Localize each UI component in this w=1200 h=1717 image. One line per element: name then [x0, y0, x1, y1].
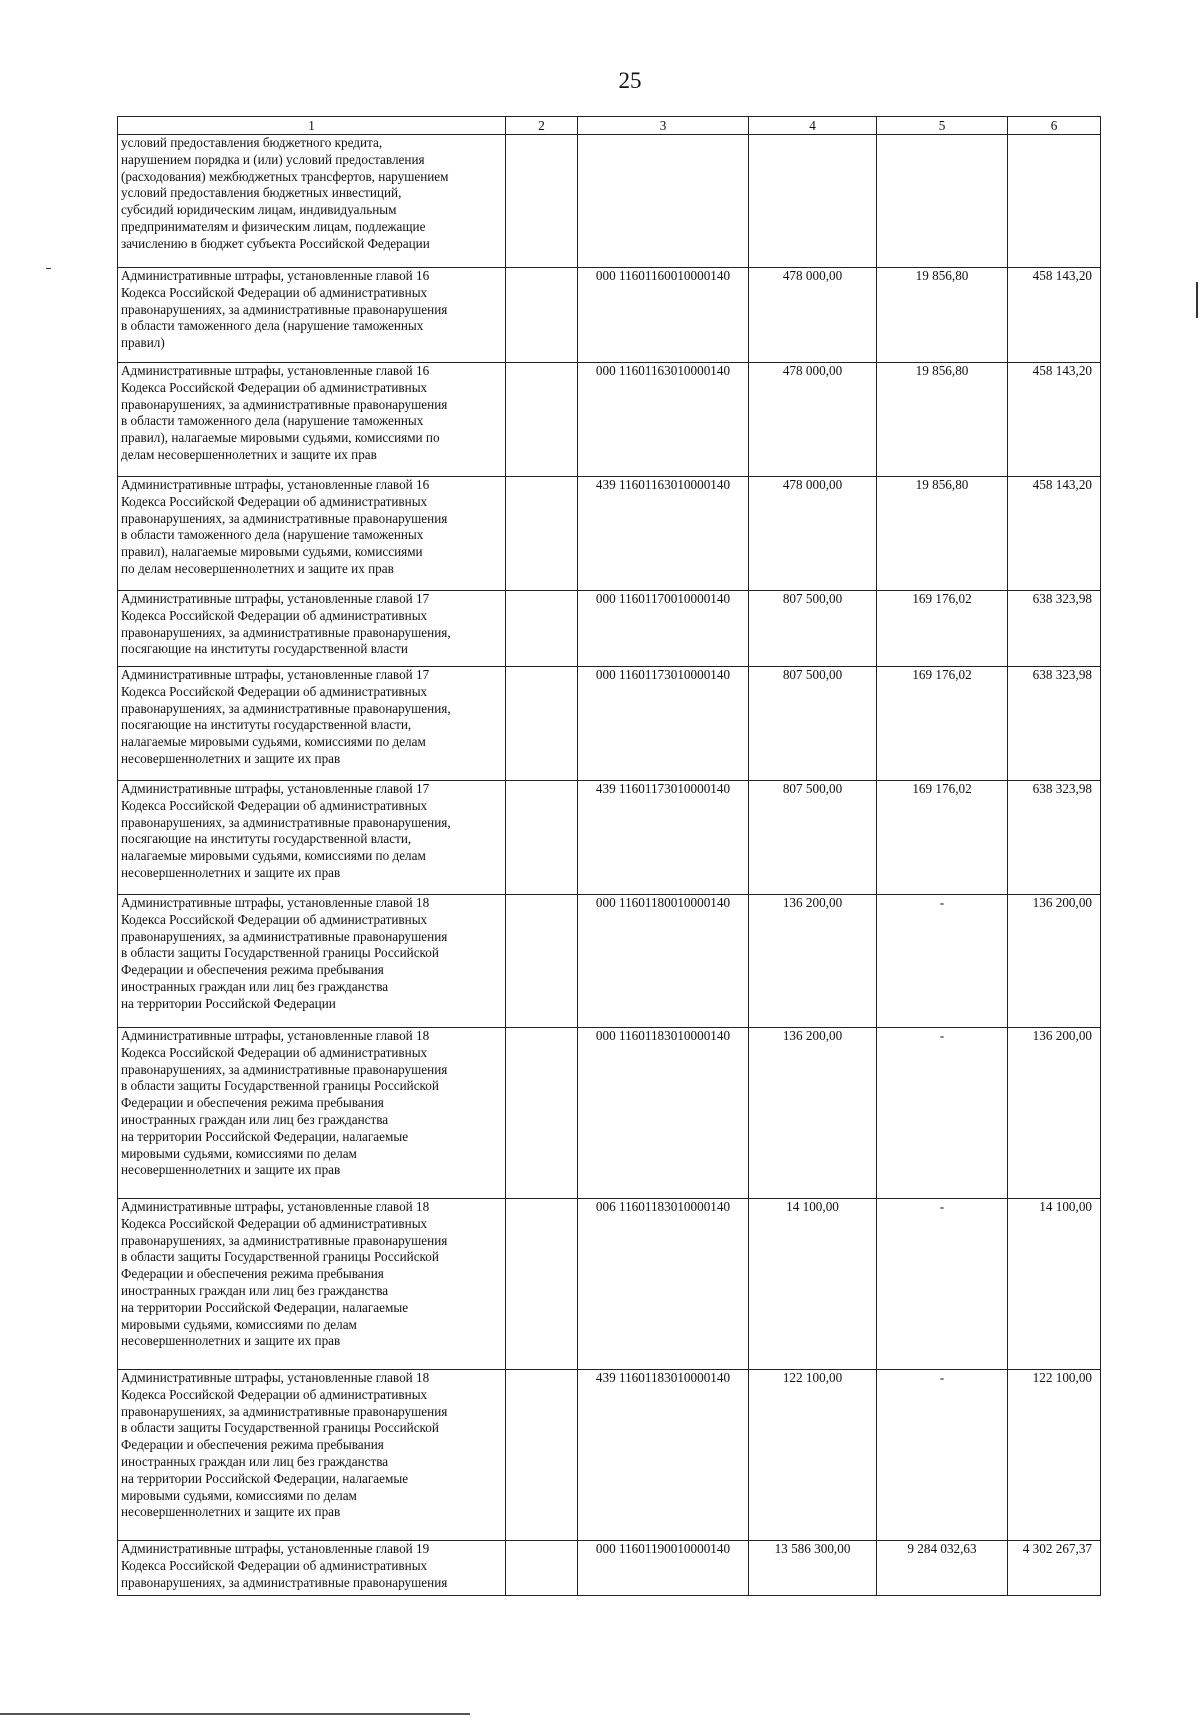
row-executed-amount: -	[877, 1370, 1008, 1541]
row-executed-amount: 169 176,02	[877, 667, 1008, 781]
row-remaining-amount: 638 323,98	[1008, 667, 1101, 781]
row-remaining-amount: 458 143,20	[1008, 363, 1101, 477]
table-body	[118, 117, 1101, 1596]
table-row	[118, 1541, 1101, 1596]
row-approved-amount: 13 586 300,00	[749, 1541, 877, 1596]
row-approved-amount: 478 000,00	[749, 477, 877, 591]
row-executed-amount: 19 856,80	[877, 477, 1008, 591]
row-column-2	[506, 1028, 578, 1199]
row-column-2	[506, 781, 578, 895]
scan-bottom-rule	[0, 1713, 470, 1715]
row-budget-code: 439 11601163010000140	[578, 477, 749, 591]
row-executed-amount: 169 176,02	[877, 781, 1008, 895]
row-approved-amount	[749, 135, 877, 268]
row-description: Административные штрафы, установленные главой 16 Кодекса Российской Федерации об административных правонарушениях, за административные правонарушения в области таможенного дела (нарушение таможенных правил), налагаемые мировыми судьями, комиссиями по делам несовершеннолетних и защите их прав	[118, 477, 506, 591]
row-approved-amount: 807 500,00	[749, 591, 877, 667]
table-row	[118, 1199, 1101, 1370]
row-description: Административные штрафы, установленные главой 18 Кодекса Российской Федерации об административных правонарушениях, за административные правонарушения в области защиты Государственной границы Российской Федерации и обеспечения режима пребывания иностранных граждан или лиц без гражданства на территории Российской Федерации, налагаемые мировыми судьями, комиссиями по делам несовершеннолетних и защите их прав	[118, 1028, 506, 1199]
row-approved-amount: 807 500,00	[749, 667, 877, 781]
row-column-2	[506, 1541, 578, 1596]
row-executed-amount: 19 856,80	[877, 363, 1008, 477]
row-approved-amount: 122 100,00	[749, 1370, 877, 1541]
row-remaining-amount: 136 200,00	[1008, 895, 1101, 1028]
row-budget-code: 000 11601173010000140	[578, 667, 749, 781]
row-budget-code: 000 11601190010000140	[578, 1541, 749, 1596]
budget-execution-table	[117, 116, 1101, 1596]
row-column-2	[506, 135, 578, 268]
row-remaining-amount: 122 100,00	[1008, 1370, 1101, 1541]
page-number: 25	[618, 68, 642, 93]
row-remaining-amount: 458 143,20	[1008, 477, 1101, 591]
row-remaining-amount: 14 100,00	[1008, 1199, 1101, 1370]
table-row	[118, 363, 1101, 477]
row-remaining-amount: 638 323,98	[1008, 591, 1101, 667]
row-column-2	[506, 667, 578, 781]
row-remaining-amount: 458 143,20	[1008, 268, 1101, 363]
row-remaining-amount: 4 302 267,37	[1008, 1541, 1101, 1596]
row-description: Административные штрафы, установленные главой 17 Кодекса Российской Федерации об административных правонарушениях, за административные правонарушения, посягающие на институты государственной власти, налагаемые мировыми судьями, комиссиями по делам несовершеннолетних и защите их прав	[118, 781, 506, 895]
row-budget-code: 000 11601163010000140	[578, 363, 749, 477]
column-header-4: 4	[749, 117, 877, 135]
row-approved-amount: 478 000,00	[749, 363, 877, 477]
row-column-2	[506, 268, 578, 363]
row-executed-amount: 9 284 032,63	[877, 1541, 1008, 1596]
table-row	[118, 895, 1101, 1028]
column-number-row	[118, 117, 1101, 135]
scan-edge-mark	[1196, 282, 1198, 318]
row-description: Административные штрафы, установленные главой 16 Кодекса Российской Федерации об административных правонарушениях, за административные правонарушения в области таможенного дела (нарушение таможенных правил)	[118, 268, 506, 363]
row-description: Административные штрафы, установленные главой 19 Кодекса Российской Федерации об административных правонарушениях, за административные правонарушения	[118, 1541, 506, 1596]
row-column-2	[506, 1199, 578, 1370]
row-budget-code: 000 11601160010000140	[578, 268, 749, 363]
row-approved-amount: 14 100,00	[749, 1199, 877, 1370]
row-description: Административные штрафы, установленные главой 17 Кодекса Российской Федерации об административных правонарушениях, за административные правонарушения, посягающие на институты государственной власти, налагаемые мировыми судьями, комиссиями по делам несовершеннолетних и защите их прав	[118, 667, 506, 781]
row-remaining-amount: 638 323,98	[1008, 781, 1101, 895]
row-description: Административные штрафы, установленные главой 17 Кодекса Российской Федерации об административных правонарушениях, за административные правонарушения, посягающие на институты государственной власти	[118, 591, 506, 667]
row-remaining-amount	[1008, 135, 1101, 268]
column-header-3: 3	[578, 117, 749, 135]
row-budget-code: 000 11601183010000140	[578, 1028, 749, 1199]
row-approved-amount: 807 500,00	[749, 781, 877, 895]
row-description: Административные штрафы, установленные главой 18 Кодекса Российской Федерации об административных правонарушениях, за административные правонарушения в области защиты Государственной границы Российской Федерации и обеспечения режима пребывания иностранных граждан или лиц без гражданства на территории Российской Федерации, налагаемые мировыми судьями, комиссиями по делам несовершеннолетних и защите их прав	[118, 1370, 506, 1541]
row-budget-code	[578, 135, 749, 268]
row-budget-code: 000 11601180010000140	[578, 895, 749, 1028]
table-row	[118, 781, 1101, 895]
row-executed-amount: 19 856,80	[877, 268, 1008, 363]
table-row	[118, 591, 1101, 667]
row-approved-amount: 478 000,00	[749, 268, 877, 363]
table-row	[118, 1028, 1101, 1199]
row-budget-code: 439 11601183010000140	[578, 1370, 749, 1541]
row-executed-amount: -	[877, 895, 1008, 1028]
row-column-2	[506, 1370, 578, 1541]
table-row	[118, 135, 1101, 268]
row-approved-amount: 136 200,00	[749, 895, 877, 1028]
table-row	[118, 667, 1101, 781]
row-remaining-amount: 136 200,00	[1008, 1028, 1101, 1199]
row-description: Административные штрафы, установленные главой 18 Кодекса Российской Федерации об административных правонарушениях, за административные правонарушения в области защиты Государственной границы Российской Федерации и обеспечения режима пребывания иностранных граждан или лиц без гражданства на территории Российской Федерации, налагаемые мировыми судьями, комиссиями по делам несовершеннолетних и защите их прав	[118, 1199, 506, 1370]
row-executed-amount: -	[877, 1028, 1008, 1199]
row-executed-amount: 169 176,02	[877, 591, 1008, 667]
row-budget-code: 006 11601183010000140	[578, 1199, 749, 1370]
row-column-2	[506, 477, 578, 591]
table-row	[118, 477, 1101, 591]
row-column-2	[506, 363, 578, 477]
row-executed-amount	[877, 135, 1008, 268]
column-header-5: 5	[877, 117, 1008, 135]
row-description: Административные штрафы, установленные главой 18 Кодекса Российской Федерации об административных правонарушениях, за административные правонарушения в области защиты Государственной границы Российской Федерации и обеспечения режима пребывания иностранных граждан или лиц без гражданства на территории Российской Федерации	[118, 895, 506, 1028]
row-column-2	[506, 895, 578, 1028]
row-description: Административные штрафы, установленные главой 16 Кодекса Российской Федерации об административных правонарушениях, за административные правонарушения в области таможенного дела (нарушение таможенных правил), налагаемые мировыми судьями, комиссиями по делам несовершеннолетних и защите их прав	[118, 363, 506, 477]
row-description: условий предоставления бюджетного кредита, нарушением порядка и (или) условий предоставления (расходования) межбюджетных трансфертов, нарушением условий предоставления бюджетных инвестиций, субсидий юридическим лицам, индивидуальным предпринимателям и физическим лицам, подлежащие зачислению в бюджет субъекта Российской Федерации	[118, 135, 506, 268]
column-header-1: 1	[118, 117, 506, 135]
row-approved-amount: 136 200,00	[749, 1028, 877, 1199]
column-header-2: 2	[506, 117, 578, 135]
row-budget-code: 439 11601173010000140	[578, 781, 749, 895]
table-row	[118, 1370, 1101, 1541]
row-column-2	[506, 591, 578, 667]
row-budget-code: 000 11601170010000140	[578, 591, 749, 667]
row-executed-amount: -	[877, 1199, 1008, 1370]
table-row	[118, 268, 1101, 363]
column-header-6: 6	[1008, 117, 1101, 135]
scan-speck	[46, 268, 51, 269]
